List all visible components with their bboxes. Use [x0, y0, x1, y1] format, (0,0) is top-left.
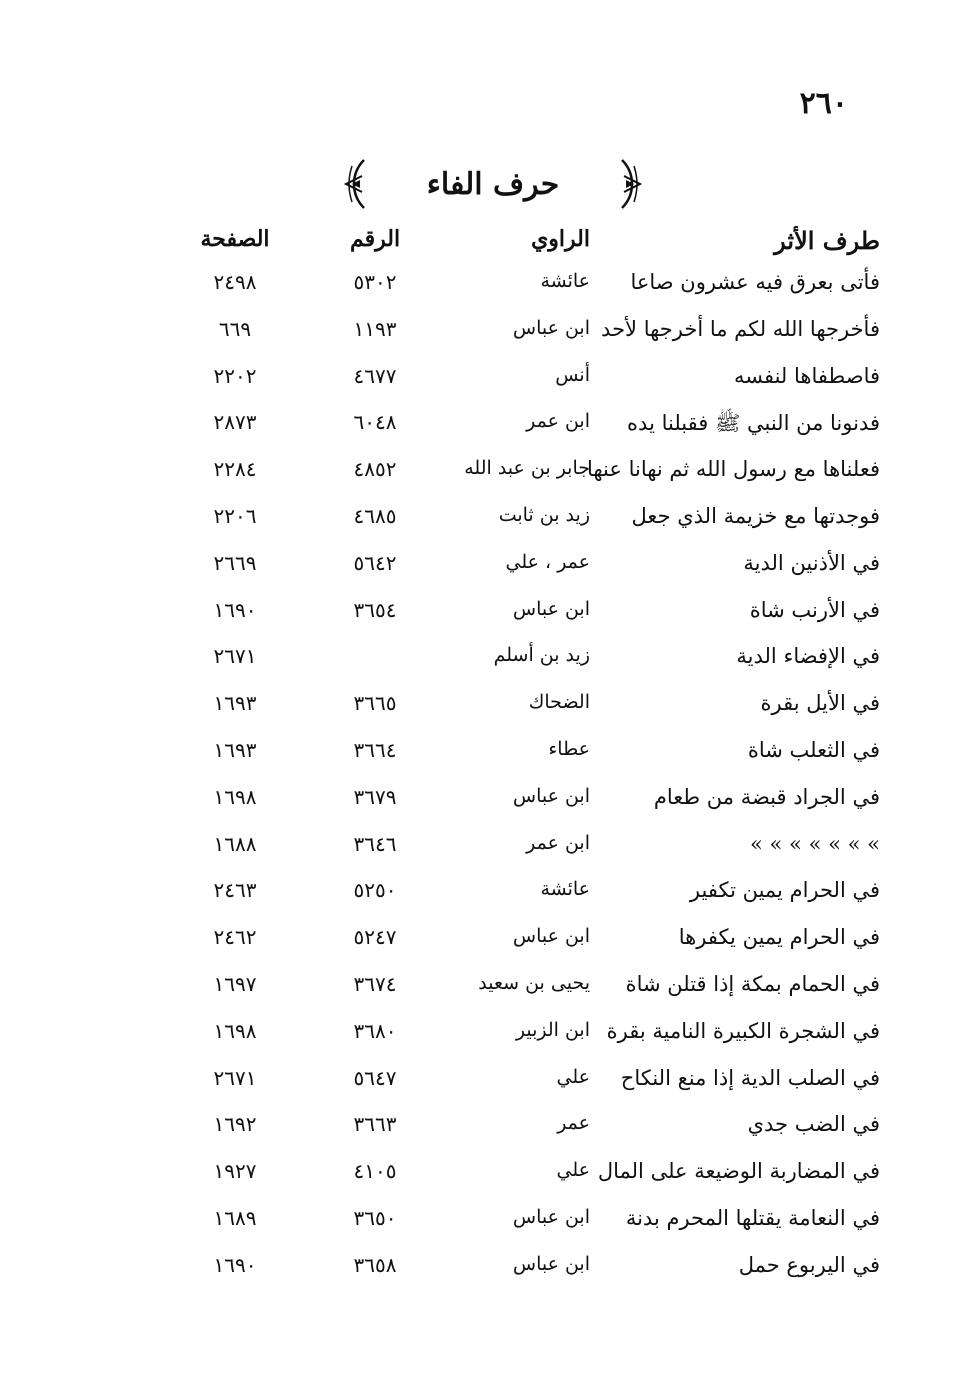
- section-header: [340, 152, 646, 216]
- cell-narrator: عائشة: [540, 270, 590, 292]
- cell-narrator: ابن عباس: [512, 1205, 590, 1228]
- narrations-index-table: [180, 226, 880, 1300]
- cell-text: في الضب جدي: [747, 1112, 880, 1137]
- cell-page: ٦٦٩: [218, 316, 252, 341]
- cell-narrator: يحيى بن سعيد: [478, 971, 590, 994]
- cell-text: في الثعلب شاة: [747, 737, 880, 762]
- cell-page: ١٦٨٨: [213, 831, 257, 856]
- cell-number: ٤٨٥٢: [353, 457, 397, 482]
- cell-narrator: ابن عباس: [512, 925, 590, 948]
- table-row: [180, 270, 880, 317]
- cell-number: ٣٦٦٤: [353, 737, 397, 762]
- cell-page: ١٦٩٠: [213, 1252, 257, 1277]
- column-header-text: طرف الأثر: [774, 226, 880, 255]
- cell-narrator: زيد بن ثابت: [498, 503, 590, 526]
- section-title: حرف الفاء: [426, 166, 560, 202]
- table-row: [180, 1253, 880, 1300]
- cell-number: ٣٦٦٥: [353, 691, 397, 716]
- cell-text: في الأرنب شاة: [749, 597, 880, 622]
- cell-number: ٤١٠٥: [353, 1159, 397, 1184]
- cell-text: في الحمام بمكة إذا قتلن شاة: [625, 971, 880, 996]
- cell-narrator: جابر بن عبد الله: [464, 457, 590, 480]
- cell-text: فاصطفاها لنفسه: [733, 363, 880, 388]
- cell-number: ٥٦٤٢: [353, 550, 397, 575]
- table-row: [180, 364, 880, 411]
- cell-text: في الحرام يمين تكفير: [689, 878, 880, 903]
- cell-page: ١٦٩٧: [213, 971, 257, 996]
- cell-number: ٤٦٨٥: [353, 503, 397, 528]
- table-row: [180, 410, 880, 457]
- table-row: [180, 551, 880, 598]
- column-header-page: الصفحة: [200, 226, 270, 252]
- cell-narrator: عائشة: [540, 878, 590, 901]
- cell-text: في اليربوع حمل: [738, 1252, 880, 1277]
- cell-number: ٣٦٧٤: [353, 971, 397, 996]
- cell-text: في الشجرة الكبيرة النامية بقرة: [606, 1018, 880, 1043]
- table-row: [180, 504, 880, 551]
- cell-page: ٢٤٦٣: [213, 878, 257, 903]
- cell-narrator: ابن عباس: [512, 597, 590, 620]
- cell-number: ٤٦٧٧: [353, 363, 397, 388]
- cell-number: ٣٦٤٦: [353, 831, 397, 856]
- table-row: [180, 832, 880, 879]
- cell-page: ١٩٢٧: [213, 1159, 257, 1184]
- cell-narrator: ابن عمر: [526, 831, 590, 854]
- cell-number: ٦٠٤٨: [353, 410, 397, 435]
- table-row: [180, 317, 880, 364]
- cell-text: في المضاربة الوضيعة على المال: [597, 1159, 880, 1184]
- cell-number: ٣٦٥٠: [353, 1205, 397, 1230]
- cell-text: في الأذنين الدية: [743, 550, 880, 575]
- cell-page: ١٦٩٢: [213, 1112, 257, 1137]
- cell-page: ١٦٩٨: [213, 1018, 257, 1043]
- cell-page: ٢٤٩٨: [213, 270, 257, 294]
- table-header-row: [180, 226, 880, 270]
- column-header-narrator: الراوي: [531, 226, 590, 252]
- cell-narrator: عطاء: [548, 737, 590, 760]
- cell-page: ١٦٩٣: [213, 691, 257, 716]
- right-ornament-icon: [618, 156, 646, 212]
- table-row: [180, 457, 880, 504]
- table-row: [180, 644, 880, 691]
- cell-page: ٢٤٦٢: [213, 925, 257, 950]
- cell-narrator: زيد بن أسلم: [493, 644, 590, 667]
- cell-number: ٥٣٠٢: [353, 270, 397, 294]
- column-header-number: الرقم: [349, 226, 401, 252]
- table-row: [180, 925, 880, 972]
- cell-text: فعلناها مع رسول الله ثم نهانا عنها: [586, 457, 880, 482]
- cell-page: ١٦٩٨: [213, 784, 257, 809]
- cell-text: فأتى بعرق فيه عشرون صاعا: [630, 270, 880, 294]
- cell-narrator: ابن عباس: [512, 1252, 590, 1275]
- cell-text: في الحرام يمين يكفرها: [678, 925, 880, 950]
- cell-page: ٢٢٠٦: [213, 503, 257, 528]
- table-row: [180, 598, 880, 645]
- cell-text: في الإفضاء الدية: [736, 644, 880, 669]
- cell-text: في النعامة يقتلها المحرم بدنة: [625, 1205, 880, 1230]
- cell-narrator: علي: [556, 1159, 590, 1182]
- cell-narrator: علي: [556, 1065, 590, 1088]
- cell-narrator: الضحاك: [528, 691, 590, 714]
- cell-page: ٢٢٨٤: [213, 457, 257, 482]
- cell-page: ١٦٩٣: [213, 737, 257, 762]
- cell-page: ١٦٨٩: [213, 1205, 257, 1230]
- table-row: [180, 691, 880, 738]
- table-row: [180, 878, 880, 925]
- cell-number: ٥٢٥٠: [353, 878, 397, 903]
- cell-number: ٥٦٤٧: [353, 1065, 397, 1090]
- cell-page: ٢٢٠٢: [213, 363, 257, 388]
- cell-narrator: عمر: [557, 1112, 590, 1135]
- cell-text: في الجراد قبضة من طعام: [653, 784, 880, 809]
- cell-narrator: عمر ، علي: [505, 550, 590, 573]
- cell-page: ٢٦٧١: [213, 644, 257, 669]
- cell-page: ٢٦٧١: [213, 1065, 257, 1090]
- table-row: [180, 972, 880, 1019]
- cell-narrator: ابن عباس: [512, 316, 590, 339]
- cell-text: في الأيل بقرة: [760, 691, 880, 716]
- page-number: ٢٦٠: [799, 86, 848, 121]
- cell-number: ١١٩٣: [353, 316, 397, 341]
- cell-number: ٣٦٥٨: [353, 1252, 397, 1277]
- table-row: [180, 1159, 880, 1206]
- table-row: [180, 1112, 880, 1159]
- table-row: [180, 1019, 880, 1066]
- cell-number: ٣٦٧٩: [353, 784, 397, 809]
- cell-narrator: أنس: [555, 363, 590, 386]
- cell-number: ٣٦٨٠: [353, 1018, 397, 1043]
- cell-number: ٥٢٤٧: [353, 925, 397, 950]
- cell-text: في الصلب الدية إذا منع النكاح: [620, 1065, 880, 1090]
- cell-text: فدنونا من النبي ﷺ فقبلنا يده: [627, 411, 880, 436]
- cell-narrator: ابن الزبير: [515, 1018, 590, 1041]
- cell-narrator: ابن عباس: [512, 784, 590, 807]
- left-ornament-icon: [340, 156, 368, 212]
- cell-number: ٣٦٥٤: [353, 597, 397, 622]
- cell-narrator: ابن عمر: [526, 410, 590, 433]
- table-row: [180, 1206, 880, 1253]
- cell-text: فأخرجها الله لكم ما أخرجها لأحد: [601, 316, 880, 341]
- cell-text: فوجدتها مع خزيمة الذي جعل: [631, 503, 880, 528]
- table-body: [180, 270, 880, 1300]
- table-row: [180, 785, 880, 832]
- cell-text: » » » » » » »: [750, 831, 880, 856]
- table-row: [180, 738, 880, 785]
- table-row: [180, 1066, 880, 1113]
- cell-page: ٢٨٧٣: [213, 410, 257, 435]
- cell-page: ١٦٩٠: [213, 597, 257, 622]
- cell-page: ٢٦٦٩: [213, 550, 257, 575]
- cell-number: ٣٦٦٣: [353, 1112, 397, 1137]
